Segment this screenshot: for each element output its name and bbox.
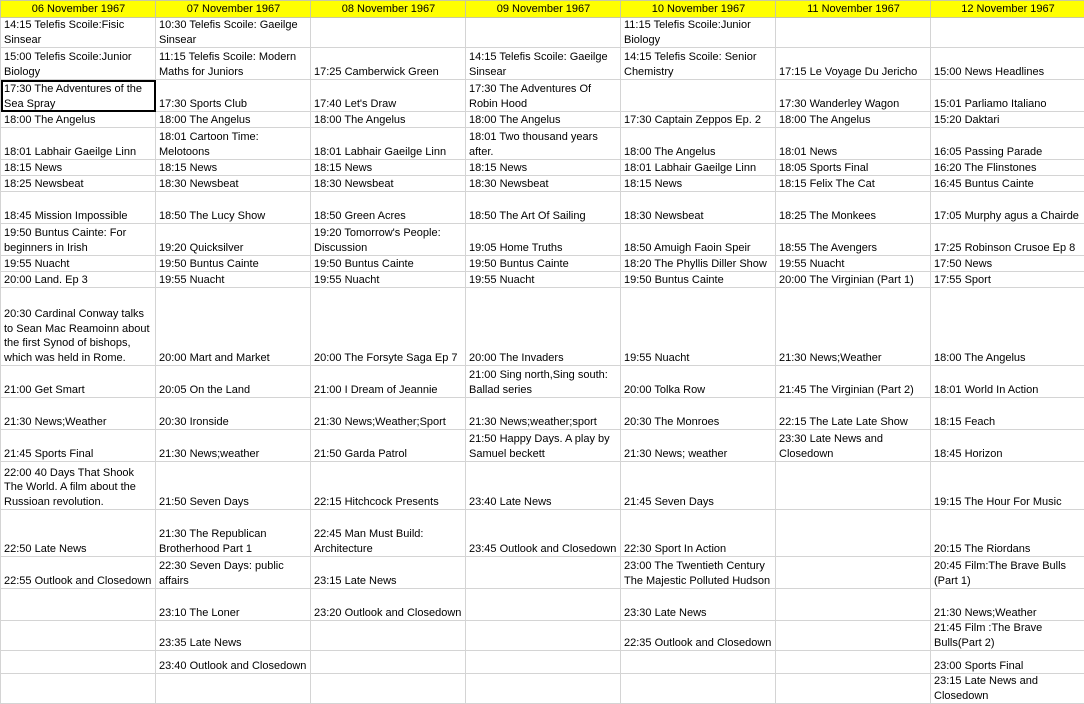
cell[interactable]: 18:55 The Avengers — [776, 224, 931, 256]
cell[interactable]: 21:30 News;Weather — [931, 589, 1084, 621]
cell[interactable] — [1, 589, 156, 621]
cell[interactable]: 19:50 Buntus Cainte — [621, 272, 776, 288]
table-row — [1, 288, 1084, 366]
cell[interactable]: 20:00 Land. Ep 3 — [1, 272, 156, 288]
cell[interactable] — [621, 80, 776, 112]
cell[interactable]: 17:50 News — [931, 256, 1084, 272]
column-header-cell[interactable]: 07 November 1967 — [156, 1, 311, 18]
cell[interactable]: 18:01 World In Action — [931, 366, 1084, 398]
cell[interactable]: 21:30 News;weather — [156, 430, 311, 462]
cell[interactable]: 21:50 Seven Days — [156, 462, 311, 510]
cell[interactable]: 22:15 The Late Late Show — [776, 398, 931, 430]
cell[interactable] — [466, 674, 621, 704]
cell[interactable]: 18:25 Newsbeat — [1, 176, 156, 192]
cell[interactable]: 23:15 Late News and Closedown — [931, 674, 1084, 704]
column-header-cell[interactable]: 06 November 1967 — [1, 1, 156, 18]
table-row — [1, 398, 1084, 430]
column-header-cell[interactable]: 11 November 1967 — [776, 1, 931, 18]
cell[interactable] — [776, 589, 931, 621]
cell[interactable] — [776, 621, 931, 651]
cell[interactable]: 18:25 The Monkees — [776, 192, 931, 224]
cell[interactable]: 17:30 Captain Zeppos Ep. 2 — [621, 112, 776, 128]
cell[interactable]: 21:30 News;weather;sport — [466, 398, 621, 430]
cell[interactable]: 19:20 Quicksilver — [156, 224, 311, 256]
table-row — [1, 510, 1084, 557]
cell[interactable]: 19:20 Tomorrow's People: Discussion — [311, 224, 466, 256]
cell[interactable]: 18:05 Sports Final — [776, 160, 931, 176]
cell[interactable]: 22:30 Sport In Action — [621, 510, 776, 557]
cell[interactable]: 18:01 Labhair Gaeilge Linn — [311, 128, 466, 160]
cell[interactable]: 21:30 News; weather — [621, 430, 776, 462]
cell[interactable]: 18:01 News — [776, 128, 931, 160]
column-header-cell[interactable]: 12 November 1967 — [931, 1, 1084, 18]
cell[interactable]: 19:55 Nuacht — [311, 272, 466, 288]
cell[interactable] — [931, 18, 1084, 48]
cell[interactable]: 18:50 The Art Of Sailing — [466, 192, 621, 224]
cell[interactable]: 18:30 Newsbeat — [621, 192, 776, 224]
cell[interactable] — [311, 674, 466, 704]
cell[interactable]: 17:25 Robinson Crusoe Ep 8 — [931, 224, 1084, 256]
table-row — [1, 192, 1084, 224]
cell[interactable]: 18:45 Mission Impossible — [1, 192, 156, 224]
cell[interactable]: 18:01 Labhair Gaeilge Linn — [621, 160, 776, 176]
cell[interactable] — [776, 462, 931, 510]
cell[interactable]: 18:45 Horizon — [931, 430, 1084, 462]
cell[interactable]: 19:55 Nuacht — [466, 272, 621, 288]
cell[interactable] — [1, 651, 156, 674]
cell[interactable] — [776, 651, 931, 674]
cell[interactable]: 18:15 News — [156, 160, 311, 176]
cell[interactable]: 23:15 Late News — [311, 557, 466, 589]
cell[interactable]: 17:30 The Adventures Of Robin Hood — [466, 80, 621, 112]
table-row — [1, 674, 1084, 704]
cell[interactable] — [776, 18, 931, 48]
cell[interactable]: 18:15 News — [466, 160, 621, 176]
cell[interactable]: 18:01 Labhair Gaeilge Linn — [1, 128, 156, 160]
cell[interactable]: 23:40 Late News — [466, 462, 621, 510]
table-row — [1, 589, 1084, 621]
table-row — [1, 430, 1084, 462]
cell[interactable]: 20:00 Tolka Row — [621, 366, 776, 398]
cell[interactable] — [311, 651, 466, 674]
cell[interactable]: 18:15 Feach — [931, 398, 1084, 430]
cell[interactable]: 19:50 Buntus Cainte — [156, 256, 311, 272]
header-row — [1, 1, 1084, 18]
cell[interactable]: 19:15 The Hour For Music — [931, 462, 1084, 510]
column-header-cell[interactable]: 10 November 1967 — [621, 1, 776, 18]
cell[interactable]: 23:45 Outlook and Closedown — [466, 510, 621, 557]
cell[interactable] — [776, 510, 931, 557]
cell[interactable]: 22:30 Seven Days: public affairs — [156, 557, 311, 589]
cell[interactable]: 21:45 Seven Days — [621, 462, 776, 510]
cell[interactable]: 11:15 Telefis Scoile:Junior Biology — [621, 18, 776, 48]
cell[interactable]: 18:50 Green Acres — [311, 192, 466, 224]
cell[interactable]: 19:50 Buntus Cainte: For beginners in Irish — [1, 224, 156, 256]
cell[interactable]: 22:45 Man Must Build: Architecture — [311, 510, 466, 557]
cell[interactable]: 22:15 Hitchcock Presents — [311, 462, 466, 510]
cell[interactable]: 23:10 The Loner — [156, 589, 311, 621]
cell[interactable]: 16:05 Passing Parade — [931, 128, 1084, 160]
cell[interactable]: 20:30 Ironside — [156, 398, 311, 430]
cell[interactable]: 18:00 The Angelus — [156, 112, 311, 128]
cell[interactable] — [466, 557, 621, 589]
cell[interactable]: 20:15 The Riordans — [931, 510, 1084, 557]
cell[interactable]: 18:30 Newsbeat — [466, 176, 621, 192]
cell[interactable]: 23:20 Outlook and Closedown — [311, 589, 466, 621]
table-row — [1, 651, 1084, 674]
cell[interactable]: 18:15 News — [621, 176, 776, 192]
cell[interactable]: 18:00 The Angelus — [776, 112, 931, 128]
cell[interactable] — [156, 674, 311, 704]
cell[interactable]: 18:00 The Angelus — [311, 112, 466, 128]
cell[interactable]: 18:20 The Phyllis Diller Show — [621, 256, 776, 272]
cell[interactable]: 23:40 Outlook and Closedown — [156, 651, 311, 674]
cell[interactable]: 21:45 Film :The Brave Bulls(Part 2) — [931, 621, 1084, 651]
table-row — [1, 462, 1084, 510]
cell[interactable]: 21:30 News;Weather;Sport — [311, 398, 466, 430]
table-row — [1, 256, 1084, 272]
cell[interactable]: 17:30 Sports Club — [156, 80, 311, 112]
cell[interactable]: 17:30 Wanderley Wagon — [776, 80, 931, 112]
table-row — [1, 48, 1084, 80]
cell[interactable]: 18:00 The Angelus — [1, 112, 156, 128]
cell[interactable]: 22:55 Outlook and Closedown — [1, 557, 156, 589]
cell[interactable]: 21:45 Sports Final — [1, 430, 156, 462]
cell[interactable] — [466, 18, 621, 48]
cell[interactable]: 18:01 Cartoon Time: Melotoons — [156, 128, 311, 160]
cell[interactable]: 18:01 Two thousand years after. — [466, 128, 621, 160]
cell[interactable]: 18:15 Felix The Cat — [776, 176, 931, 192]
cell[interactable] — [621, 651, 776, 674]
cell[interactable]: 21:30 News;Weather — [1, 398, 156, 430]
table-row — [1, 366, 1084, 398]
column-header-cell[interactable]: 08 November 1967 — [311, 1, 466, 18]
cell[interactable]: 21:00 Sing north,Sing south: Ballad series — [466, 366, 621, 398]
cell[interactable]: 21:30 The Republican Brotherhood Part 1 — [156, 510, 311, 557]
cell[interactable]: 21:30 News;Weather — [776, 288, 931, 366]
cell[interactable] — [466, 589, 621, 621]
table-row — [1, 621, 1084, 651]
cell[interactable] — [776, 674, 931, 704]
column-header-cell[interactable]: 09 November 1967 — [466, 1, 621, 18]
cell[interactable]: 22:50 Late News — [1, 510, 156, 557]
table-row — [1, 112, 1084, 128]
cell[interactable]: 23:35 Late News — [156, 621, 311, 651]
cell[interactable]: 21:00 I Dream of Jeannie — [311, 366, 466, 398]
table-row — [1, 160, 1084, 176]
cell[interactable]: 15:20 Daktari — [931, 112, 1084, 128]
cell[interactable]: 18:15 News — [311, 160, 466, 176]
cell[interactable]: 18:50 The Lucy Show — [156, 192, 311, 224]
cell[interactable] — [776, 557, 931, 589]
cell[interactable]: 18:15 News — [1, 160, 156, 176]
cell[interactable]: 18:30 Newsbeat — [156, 176, 311, 192]
cell[interactable]: 19:55 Nuacht — [621, 288, 776, 366]
cell[interactable] — [466, 651, 621, 674]
cell[interactable]: 19:55 Nuacht — [156, 272, 311, 288]
cell[interactable] — [621, 674, 776, 704]
cell[interactable]: 20:00 Mart and Market — [156, 288, 311, 366]
cell[interactable]: 18:50 Amuigh Faoin Speir — [621, 224, 776, 256]
cell[interactable]: 22:00 40 Days That Shook The World. A film about the Russioan revolution. — [1, 462, 156, 510]
cell[interactable]: 19:50 Buntus Cainte — [311, 256, 466, 272]
cell[interactable]: 19:50 Buntus Cainte — [466, 256, 621, 272]
cell[interactable]: 20:05 On the Land — [156, 366, 311, 398]
cell[interactable]: 16:20 The Flinstones — [931, 160, 1084, 176]
cell[interactable]: 14:15 Telefis Scoile: Senior Chemistry — [621, 48, 776, 80]
cell[interactable]: 21:50 Garda Patrol — [311, 430, 466, 462]
cell[interactable]: 19:05 Home Truths — [466, 224, 621, 256]
cell[interactable]: 17:25 Camberwick Green — [311, 48, 466, 80]
cell[interactable]: 18:00 The Angelus — [931, 288, 1084, 366]
cell[interactable]: 19:55 Nuacht — [776, 256, 931, 272]
cell[interactable]: 17:15 Le Voyage Du Jericho — [776, 48, 931, 80]
cell[interactable]: 21:45 The Virginian (Part 2) — [776, 366, 931, 398]
cell[interactable]: 15:00 Telefis Scoile:Junior Biology — [1, 48, 156, 80]
cell[interactable]: 20:30 The Monroes — [621, 398, 776, 430]
cell[interactable] — [311, 18, 466, 48]
cell[interactable]: 20:00 The Invaders — [466, 288, 621, 366]
cell[interactable]: 18:00 The Angelus — [621, 128, 776, 160]
table-row — [1, 128, 1084, 160]
cell[interactable] — [1, 621, 156, 651]
cell[interactable]: 21:00 Get Smart — [1, 366, 156, 398]
cell[interactable]: 20:00 The Virginian (Part 1) — [776, 272, 931, 288]
table-row — [1, 80, 1084, 112]
cell[interactable] — [1, 674, 156, 704]
cell[interactable]: 22:35 Outlook and Closedown — [621, 621, 776, 651]
table-row — [1, 176, 1084, 192]
cell[interactable]: 19:55 Nuacht — [1, 256, 156, 272]
cell[interactable]: 20:30 Cardinal Conway talks to Sean Mac Reamoinn about the first Synod of bishops, which was held in Rome. — [1, 288, 156, 366]
cell[interactable]: 10:30 Telefis Scoile: Gaeilge Sinsear — [156, 18, 311, 48]
cell[interactable] — [311, 621, 466, 651]
cell[interactable]: 18:30 Newsbeat — [311, 176, 466, 192]
table-row — [1, 18, 1084, 48]
cell[interactable]: 14:15 Telefis Scoile: Gaeilge Sinsear — [466, 48, 621, 80]
cell[interactable]: 15:01 Parliamo Italiano — [931, 80, 1084, 112]
cell[interactable]: 20:00 The Forsyte Saga Ep 7 — [311, 288, 466, 366]
cell[interactable]: 11:15 Telefis Scoile: Modern Maths for Juniors — [156, 48, 311, 80]
cell[interactable]: 15:00 News Headlines — [931, 48, 1084, 80]
cell[interactable]: 17:05 Murphy agus a Chairde — [931, 192, 1084, 224]
table-row — [1, 557, 1084, 589]
cell[interactable]: 23:30 Late News — [621, 589, 776, 621]
cell[interactable]: 14:15 Telefis Scoile:Fisic Sinsear — [1, 18, 156, 48]
cell[interactable]: 16:45 Buntus Cainte — [931, 176, 1084, 192]
table-row — [1, 224, 1084, 256]
cell[interactable]: 21:50 Happy Days. A play by Samuel beckett — [466, 430, 621, 462]
cell[interactable]: 17:55 Sport — [931, 272, 1084, 288]
cell[interactable] — [466, 621, 621, 651]
cell[interactable]: 18:00 The Angelus — [466, 112, 621, 128]
cell[interactable]: 17:40 Let's Draw — [311, 80, 466, 112]
cell[interactable]: 20:45 Film:The Brave Bulls (Part 1) — [931, 557, 1084, 589]
cell[interactable]: 23:00 Sports Final — [931, 651, 1084, 674]
cell[interactable]: 23:00 The Twentieth Century The Majestic Polluted Hudson — [621, 557, 776, 589]
cell[interactable]: 23:30 Late News and Closedown — [776, 430, 931, 462]
table-row — [1, 272, 1084, 288]
selected-cell[interactable]: 17:30 The Adventures of the Sea Spray — [1, 80, 156, 112]
